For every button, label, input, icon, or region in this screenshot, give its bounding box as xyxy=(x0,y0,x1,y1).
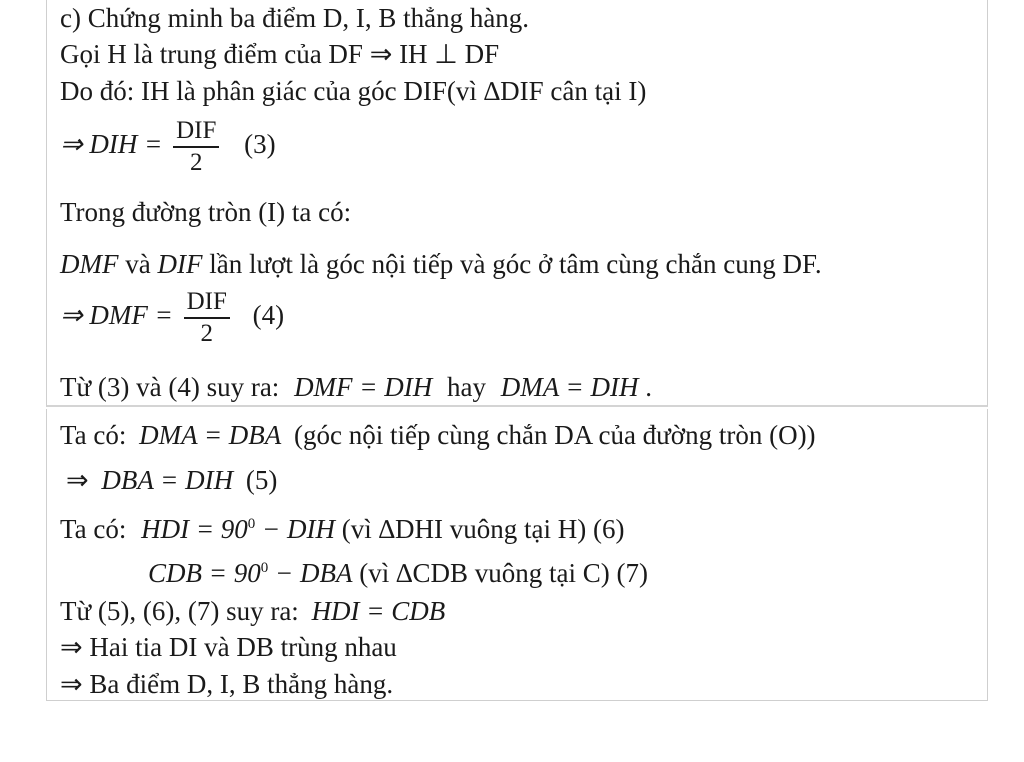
angle-dif: DIF xyxy=(157,249,203,279)
equation-7-reason: (vì ∆CDB vuông tại C) (7) xyxy=(352,558,648,588)
equation-7 xyxy=(148,552,648,589)
inscribed-reason: (góc nội tiếp cùng chắn DA của đường tròn (O)) xyxy=(294,420,816,450)
equation-6-reason: (vì ∆DHI vuông tại H) (6) xyxy=(335,514,625,544)
angle-statement-line xyxy=(60,248,822,280)
conclusion-1-period: . xyxy=(645,372,652,402)
inscribed-eq: DMA = DBA xyxy=(139,420,282,450)
conclusion-1-hay: hay xyxy=(447,372,486,402)
equation-6 xyxy=(60,508,624,545)
inscribed-angle-line xyxy=(60,419,816,451)
equation-3 xyxy=(60,116,276,178)
conclusion-1-eq-b: DMA = DIH xyxy=(500,372,639,402)
fraction-4-numerator: DIF xyxy=(184,287,230,319)
equation-4-lhs: ⇒ DMF = xyxy=(60,300,173,331)
heading-line: c) Chứng minh ba điểm D, I, B thẳng hàng. xyxy=(60,3,530,33)
equation-5-arrow: ⇒ xyxy=(66,465,89,495)
angle-dmf: DMF xyxy=(60,249,119,279)
solution-box-part-1 xyxy=(46,0,988,407)
solution-box-part-2 xyxy=(46,409,988,701)
midpoint-line: Gọi H là trung điểm của DF ⇒ IH ⊥ DF xyxy=(60,39,500,69)
circle-line: Trong đường tròn (I) ta có: xyxy=(60,197,352,227)
equation-6-rhs: − DIH xyxy=(255,514,336,544)
equation-6-prefix: Ta có: xyxy=(60,514,127,544)
angle-statement-and: và xyxy=(118,249,158,279)
equation-5 xyxy=(60,464,277,496)
inscribed-prefix: Ta có: xyxy=(60,420,127,450)
conclusion-2-prefix: Từ (5), (6), (7) suy ra: xyxy=(60,596,299,626)
conclusion-2-eq: HDI = CDB xyxy=(311,596,446,626)
fraction-4 xyxy=(184,287,230,349)
conclusion-line-2 xyxy=(60,595,445,627)
conclusion-line-1 xyxy=(60,371,652,403)
fraction-4-denominator: 2 xyxy=(200,320,213,347)
rays-coincide-line: ⇒ Hai tia DI và DB trùng nhau xyxy=(60,632,397,662)
equation-7-lhs: CDB = 90 xyxy=(148,558,261,588)
equation-7-degree: 0 xyxy=(260,560,269,576)
equation-3-tag: (3) xyxy=(244,129,276,160)
conclusion-1-prefix: Từ (3) và (4) suy ra: xyxy=(60,372,280,402)
fraction-3 xyxy=(173,116,219,178)
equation-6-degree: 0 xyxy=(247,516,256,532)
angle-statement-rest: lần lượt là góc nội tiếp và góc ở tâm cùng chắn cung DF. xyxy=(202,249,822,279)
equation-6-lhs: HDI = 90 xyxy=(141,514,248,544)
fraction-3-denominator: 2 xyxy=(189,149,203,176)
equation-7-rhs: − DBA xyxy=(268,558,353,588)
equation-5-tag: (5) xyxy=(245,465,278,495)
equation-4-tag: (4) xyxy=(252,300,285,331)
collinear-line: ⇒ Ba điểm D, I, B thẳng hàng. xyxy=(60,669,394,699)
equation-5-eq: DBA = DIH xyxy=(101,465,234,495)
conclusion-1-eq-a: DMF = DIH xyxy=(294,372,433,402)
equation-3-lhs: ⇒ DIH = xyxy=(60,129,163,160)
fraction-3-numerator: DIF xyxy=(173,116,219,148)
bisector-line: Do đó: IH là phân giác của góc DIF(vì ∆DIF cân tại I) xyxy=(60,76,647,106)
equation-4 xyxy=(60,287,284,349)
